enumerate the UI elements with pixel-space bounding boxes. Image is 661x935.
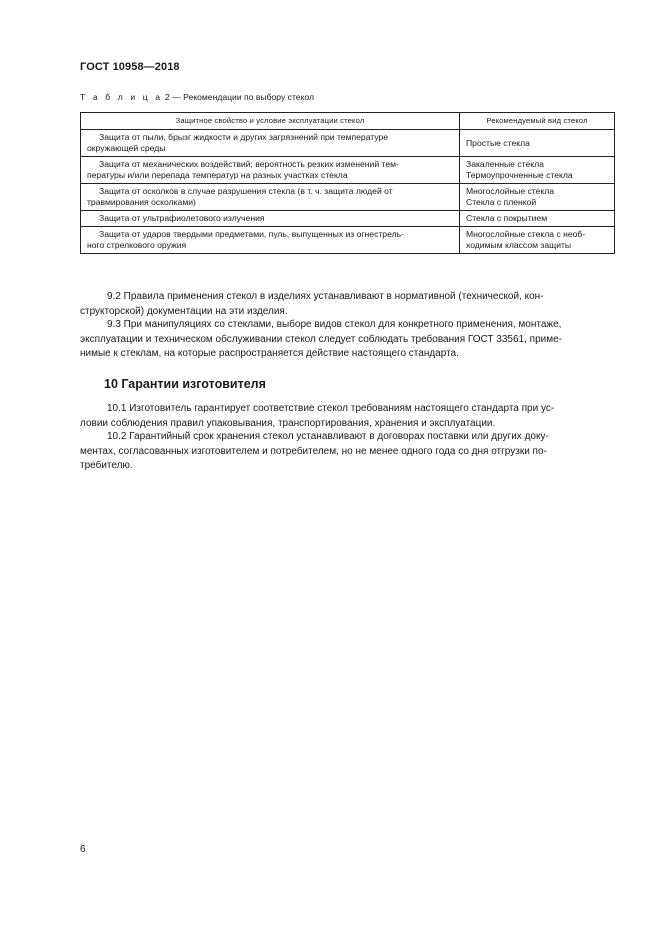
table-cell-property: Защита от механических воздействий; вероятность резких изменений тем- пературы и/или перепада температур на разных участках стекла [81,157,460,184]
table-caption-prefix: Т а б л и ц а [80,92,163,102]
table-cell-property: Защита от пыли, брызг жидкости и других загрязнений при температуре окружающей среды [81,130,460,157]
table-cell-glass: Многослойные стекла с необ- ходимым классом защиты [460,226,615,253]
table-row [81,211,615,227]
table-cell-glass: Закаленные стекла Термоупрочненные стекла [460,157,615,184]
table-caption-text: 2 — Рекомендации по выбору стекол [162,92,315,102]
column-header-glass: Рекомендуемый вид стекол [460,113,615,130]
paragraph-9-2: 9.2 Правила применения стекол в изделиях устанавливают в нормативной (технической, кон- структорской) документации на эти изделия. [80,291,544,317]
document-header: ГОСТ 10958—2018 [80,61,180,73]
table-cell-glass: Простые стекла [460,130,615,157]
table-row [81,157,615,184]
table-cell-property: Защита от осколков в случае разрушения стекла (в т. ч. защита людей от травмирования осколками) [81,184,460,211]
section-title: 10 Гарантии изготовителя [104,377,266,391]
table-cell-glass: Стекла с покрытием [460,211,615,227]
table-caption [80,92,314,102]
paragraph-9-3: 9.3 При манипуляциях со стеклами, выборе видов стекол для конкретного применения, монтаже, эксплуатации и техническом обслуживании стекол следует соблюдать требования ГОСТ 33561, приме- нимые к стеклам, на которые распространяется действие настоящего стандарта. [80,319,562,359]
table-cell-glass: Многослойные стекла Стекла с пленкой [460,184,615,211]
paragraph-10-1: 10.1 Изготовитель гарантирует соответствие стекол требованиям настоящего стандарта при ус- ловии соблюдения правил упаковывания, транспортирования, хранения и эксплуатации. [80,403,555,429]
table-cell-property: Защита от ударов твердыми предметами, пуль, выпущенных из огнестрель- ного стрелкового оружия [81,226,460,253]
page-number: 6 [80,844,86,855]
table-row [81,184,615,211]
table-cell-property: Защита от ультрафиолетового излучения [81,211,460,227]
table-row [81,226,615,253]
recommendations-table [80,112,615,254]
table-row [81,130,615,157]
table-header-row [81,113,615,130]
column-header-property: Защитное свойство и условие эксплуатации стекол [81,113,460,130]
paragraph-10-2: 10.2 Гарантийный срок хранения стекол устанавливают в договорах поставки или других доку- ментах, согласованных изготовителем и потребителем, но не менее одного года со дня отгрузки по- требителю. [80,431,549,471]
